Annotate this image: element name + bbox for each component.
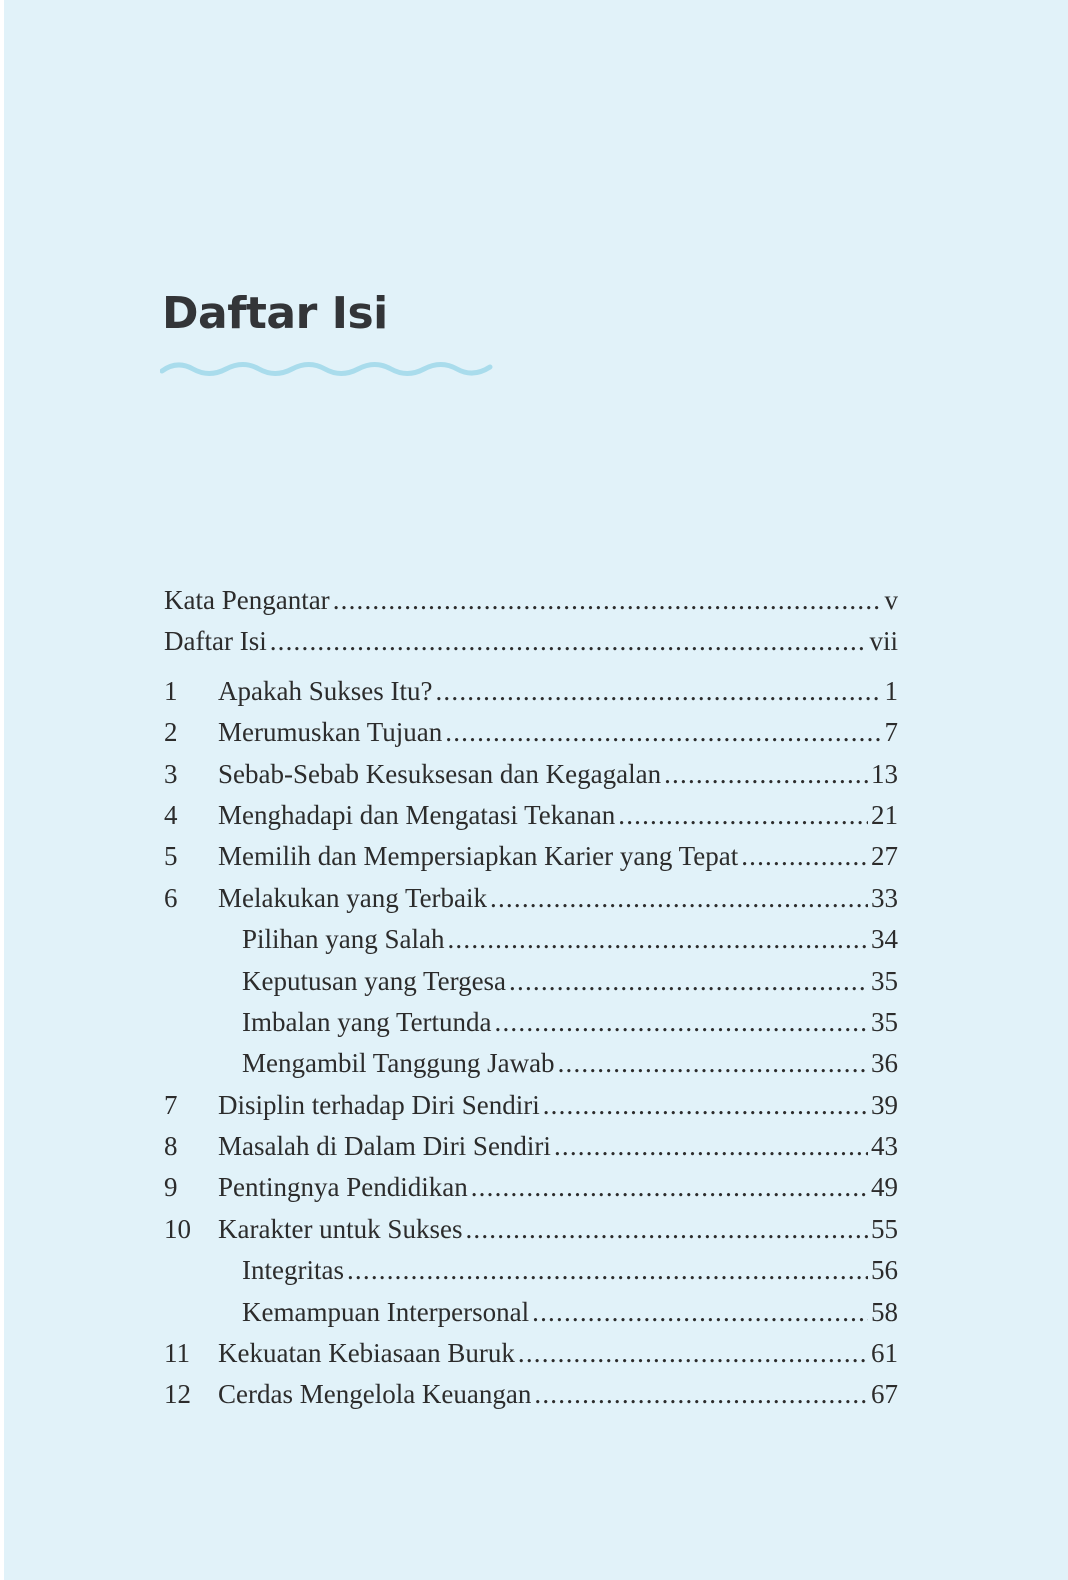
toc-entry-title: Pilihan yang Salah — [242, 924, 445, 955]
toc-chapter — [164, 1374, 898, 1415]
dot-leader — [741, 836, 868, 877]
dot-leader — [465, 1209, 868, 1250]
toc-subsection — [164, 919, 898, 960]
chapter-number: 12 — [164, 1379, 191, 1410]
toc-entry-page: 21 — [871, 799, 898, 830]
toc-chapter — [164, 671, 898, 712]
dot-leader — [471, 1167, 868, 1208]
chapter-number: 7 — [164, 1089, 178, 1120]
toc-entry-page: 39 — [871, 1089, 898, 1120]
dot-leader — [532, 1292, 868, 1333]
toc-entry-title: Menghadapi dan Mengatasi Tekanan — [218, 799, 616, 830]
dot-leader — [618, 795, 868, 836]
toc-entry-title: Kemampuan Interpersonal — [242, 1296, 530, 1327]
toc-entry-title: Mengambil Tanggung Jawab — [242, 1048, 555, 1079]
dot-leader — [445, 712, 881, 753]
toc-entry-title: Melakukan yang Terbaik — [218, 882, 488, 913]
dot-leader — [664, 754, 868, 795]
toc-entry-title: Imbalan yang Tertunda — [242, 1006, 492, 1037]
dot-leader — [490, 878, 868, 919]
toc-chapter — [164, 1209, 898, 1250]
toc-entry — [164, 580, 898, 621]
toc-entry-title: Merumuskan Tujuan — [218, 717, 443, 748]
toc-entry-title: Masalah di Dalam Diri Sendiri — [218, 1131, 551, 1162]
dot-leader — [543, 1085, 868, 1126]
toc-entry-title: Karakter untuk Sukses — [218, 1213, 463, 1244]
dot-leader — [518, 1333, 868, 1374]
toc-entry-title: Kekuatan Kebiasaan Buruk — [218, 1338, 515, 1369]
toc-entry-page: 58 — [871, 1296, 898, 1327]
toc-entry-page: 27 — [871, 841, 898, 872]
chapter-number: 10 — [164, 1213, 191, 1244]
dot-leader — [534, 1374, 868, 1415]
toc-entry-page: 36 — [871, 1048, 898, 1079]
dot-leader — [495, 1002, 868, 1043]
toc-entry-page: 55 — [871, 1213, 898, 1244]
toc-entry-title: Cerdas Mengelola Keuangan — [218, 1379, 532, 1410]
toc-entry-page: 61 — [871, 1338, 898, 1369]
book-page — [4, 0, 1068, 1580]
toc-entry-page: 49 — [871, 1172, 898, 1203]
toc-entry-page: v — [884, 585, 898, 615]
toc-entry — [164, 621, 898, 662]
dot-leader — [554, 1126, 868, 1167]
toc-entry-title: Sebab-Sebab Kesuksesan dan Kegagalan — [218, 758, 662, 789]
wave-divider-icon — [160, 356, 496, 382]
toc-entry-title: Integritas — [242, 1255, 344, 1286]
dot-leader — [270, 621, 867, 662]
toc-subsection — [164, 961, 898, 1002]
chapter-number: 1 — [164, 675, 178, 706]
chapter-number: 5 — [164, 841, 178, 872]
toc-entry-page: 56 — [871, 1255, 898, 1286]
dot-leader — [447, 919, 868, 960]
toc-chapter — [164, 836, 898, 877]
toc-chapter — [164, 1167, 898, 1208]
toc-entry-page: 33 — [871, 882, 898, 913]
dot-leader — [558, 1043, 868, 1084]
page-title: Daftar Isi — [162, 288, 388, 339]
toc-entry-page: 34 — [871, 924, 898, 955]
table-of-contents — [164, 580, 898, 1416]
toc-entry-page: 43 — [871, 1131, 898, 1162]
toc-chapter — [164, 878, 898, 919]
toc-entry-title: Daftar Isi — [164, 626, 267, 657]
dot-leader — [435, 671, 881, 712]
toc-chapter — [164, 1085, 898, 1126]
toc-chapter — [164, 1333, 898, 1374]
toc-chapter — [164, 1126, 898, 1167]
chapter-number: 2 — [164, 717, 178, 748]
dot-leader — [333, 580, 882, 621]
toc-entry-page: 67 — [871, 1379, 898, 1410]
toc-chapter — [164, 712, 898, 753]
chapter-number: 9 — [164, 1172, 178, 1203]
chapter-number: 11 — [164, 1338, 190, 1369]
toc-entry-page: 13 — [871, 758, 898, 789]
chapter-number: 8 — [164, 1131, 178, 1162]
toc-entry-page: vii — [869, 626, 898, 657]
toc-subsection — [164, 1292, 898, 1333]
dot-leader — [509, 961, 868, 1002]
toc-entry-title: Kata Pengantar — [164, 585, 330, 615]
toc-entry-page: 7 — [884, 717, 898, 748]
chapter-number: 3 — [164, 758, 178, 789]
toc-subsection — [164, 1002, 898, 1043]
toc-entry-title: Apakah Sukses Itu? — [218, 675, 433, 706]
toc-chapter — [164, 795, 898, 836]
toc-subsection — [164, 1250, 898, 1291]
toc-subsection — [164, 1043, 898, 1084]
dot-leader — [347, 1250, 868, 1291]
chapter-number: 4 — [164, 799, 178, 830]
chapter-number: 6 — [164, 882, 178, 913]
toc-entry-page: 35 — [871, 1006, 898, 1037]
toc-entry-page: 1 — [884, 675, 898, 706]
toc-entry-title: Memilih dan Mempersiapkan Karier yang Tepat — [218, 841, 739, 872]
toc-entry-page: 35 — [871, 965, 898, 996]
toc-entry-title: Disiplin terhadap Diri Sendiri — [218, 1089, 540, 1120]
toc-entry-title: Keputusan yang Tergesa — [242, 965, 507, 996]
toc-entry-title: Pentingnya Pendidikan — [218, 1172, 468, 1203]
toc-chapter — [164, 754, 898, 795]
